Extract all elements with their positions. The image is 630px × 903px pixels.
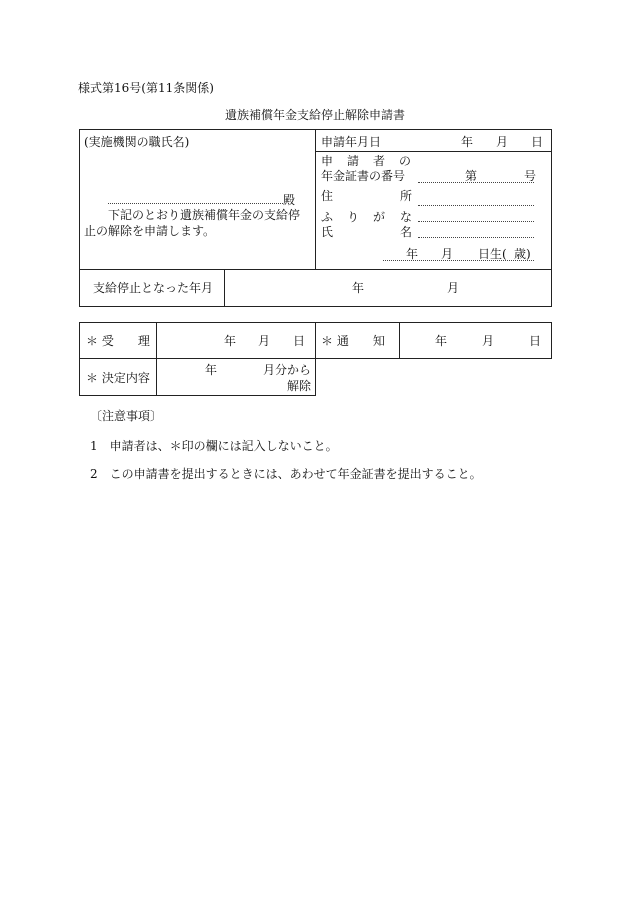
column-divider <box>315 129 316 269</box>
pension-label-1: 申 請 者 の <box>321 154 413 168</box>
decision-year: 年 <box>205 363 218 377</box>
name-line[interactable] <box>418 237 534 238</box>
address-line[interactable] <box>418 205 534 206</box>
name-label-2: 名 <box>400 225 413 239</box>
suspension-divider <box>224 269 225 307</box>
received-year: 年 <box>224 334 237 348</box>
pension-go: 号 <box>524 169 537 183</box>
pension-dai: 第 <box>465 169 478 183</box>
suspension-month: 月 <box>447 281 460 295</box>
notice-day: 日 <box>529 334 542 348</box>
note-item: 2 この申請書を提出するときには、あわせて年金証書を提出すること。 <box>90 467 482 481</box>
date-year: 年 <box>461 135 474 149</box>
office-divider-2 <box>315 322 316 359</box>
birth-age: 歳) <box>514 247 531 261</box>
received-month: 月 <box>258 334 271 348</box>
suspension-label: 支給停止となった年月 <box>93 281 214 295</box>
received-label: ＊ 受 理 <box>86 334 150 348</box>
birth-year: 年 <box>406 247 419 261</box>
notice-label: ＊ 通 知 <box>321 334 385 348</box>
notes-heading: 〔注意事項〕 <box>90 409 163 423</box>
furigana-na: な <box>400 210 413 224</box>
notice-year: 年 <box>435 334 448 348</box>
name-label-1: 氏 <box>321 225 334 239</box>
request-text-line1: 下記のとおり遺族補償年金の支給停 <box>108 208 301 222</box>
address-label-1: 住 <box>321 189 334 203</box>
furigana-ri: り <box>347 210 360 224</box>
honorific: 殿 <box>283 193 296 207</box>
request-text-line2: 止の解除を申請します。 <box>84 224 216 238</box>
pension-label-2: 年金証書の番号 <box>321 169 406 183</box>
document-title: 遺族補償年金支給停止解除申請書 <box>224 108 405 122</box>
date-day: 日 <box>531 135 544 149</box>
decision-release: 解除 <box>287 379 312 393</box>
birth-day: 日生( <box>478 247 507 261</box>
note-item: 1 申請者は、＊印の欄には記入しないこと。 <box>90 439 338 453</box>
decision-label: ＊ 決定内容 <box>86 371 150 385</box>
received-day: 日 <box>293 334 306 348</box>
date-label: 申請年月日 <box>321 135 382 149</box>
furigana-line[interactable] <box>418 221 534 222</box>
addressee-label: (実施機関の職氏名) <box>84 135 190 149</box>
birth-month: 月 <box>441 247 454 261</box>
form-number: 様式第16号(第11条関係) <box>78 81 214 95</box>
addressee-line[interactable] <box>108 203 283 204</box>
suspension-year: 年 <box>352 281 365 295</box>
row-divider <box>79 269 552 270</box>
furigana-ga: が <box>373 210 386 224</box>
furigana-f: ふ <box>321 210 334 224</box>
notice-month: 月 <box>482 334 495 348</box>
address-label-2: 所 <box>400 189 413 203</box>
decision-month-from: 月分から <box>263 363 312 377</box>
office-divider-3 <box>399 322 400 359</box>
date-month: 月 <box>496 135 509 149</box>
date-row-divider <box>315 151 552 152</box>
